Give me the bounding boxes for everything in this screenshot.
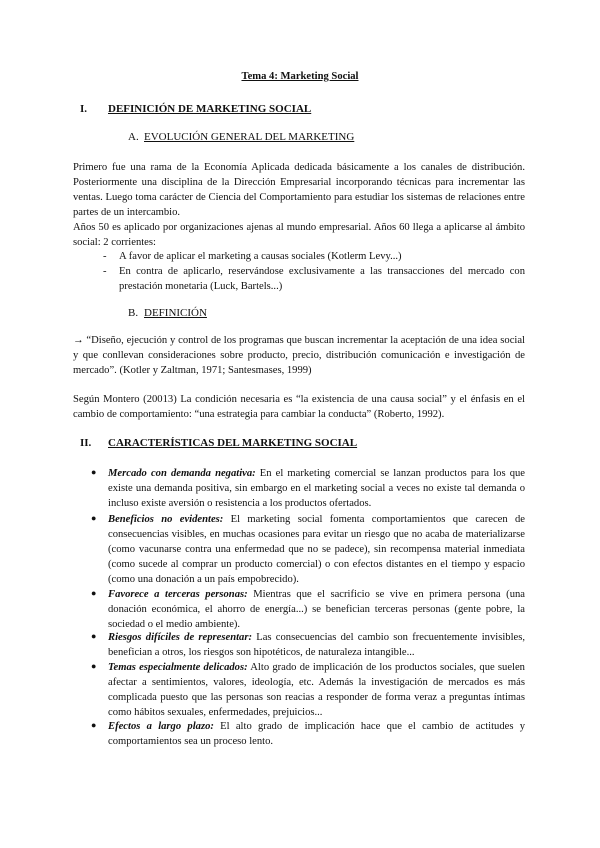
bullet-term: Beneficios no evidentes: [108, 514, 224, 525]
subsection-b-title: DEFINICIÓN [144, 307, 207, 319]
bullet-term: Favorece a terceras personas: [108, 589, 248, 600]
bullet-item [91, 512, 526, 587]
list-item: - A favor de aplicar el marketing a causas sociales (Kotlerm Levy...) [103, 251, 402, 262]
subsection-a-title: EVOLUCIÓN GENERAL DEL MARKETING [144, 131, 355, 143]
evolution-paragraph: Primero fue una rama de la Economía Aplicada dedicada básicamente a los canales de distribución. Posteriormente una disciplina de la Dirección Empresarial incorporando técnicas para incrementar las ventas. Luego toma carácter de Ciencia del Comportamiento para estudiar los sistemas de relaciones entre partes de un intercambio. [73, 162, 525, 218]
bullet-text: Mientras que el sacrificio se vive en primera persona (una donación económica, el ahorro de energía...) se benefician terceras personas (gente pobre, la sociedad o el medio ambiente). [108, 589, 525, 630]
bullet-item [91, 587, 525, 632]
bullet-text: El marketing social fomenta comportamientos que carecen de consecuencias visibles, en muchas ocasiones para evitar un riesgo que no acaba de materializarse (como vacunarse contra una enfermedad que no se padece), sin recompensa material inmediata (como sucede al comprar un producto comercial) o con efectos distantes en el tiempo y espacio (como una donación a un país empobrecido). [108, 514, 526, 585]
bullet-text: El alto grado de implicación hace que el cambio de actitudes y comportamientos sea un proceso lento. [108, 721, 526, 747]
bullet-item [91, 466, 525, 511]
decades-paragraph: Años 50 es aplicado por organizaciones ajenas al mundo empresarial. Años 60 llega a aplicarse al ámbito social: 2 corrientes: [73, 222, 525, 248]
bullet-icon: ● [91, 631, 97, 641]
bullet-icon: ● [91, 661, 97, 671]
montero-paragraph: Según Montero (20013) La condición necesaria es “la existencia de una causa social” y el énfasis en el cambio de comportamiento: “una estrategia para cambiar la conducta” (Roberto, 1992). [73, 394, 525, 420]
list-item-text: En contra de aplicarlo, reservándose exclusivamente a las transacciones del mercado con prestación monetaria (Luck, Bartels...) [119, 266, 525, 292]
bullet-item [91, 719, 526, 749]
bullet-icon: ● [91, 467, 97, 477]
bullet-icon: ● [91, 588, 97, 598]
bullet-text: Alto grado de implicación de los productos sociales, que suelen afectar a sentimientos, valores, ideología, etc. Además la investigación de mercados es más complicada puesto que las personas son reacias a responder de forma veraz a preguntas íntimas como hábitos sexuales, enfermedades, prejuicios... [108, 662, 525, 718]
section-2-title: CARACTERÍSTICAS DEL MARKETING SOCIAL [108, 437, 358, 449]
bullet-term: Riesgos difíciles de representar: [108, 632, 252, 643]
section-2-number: II. [80, 437, 92, 449]
section-1-number: I. [80, 103, 88, 115]
list-item: - En contra de aplicarlo, reservándose exclusivamente a las transacciones del mercado con prestación monetaria (Luck, Bartels...) [103, 266, 525, 292]
bullet-icon: ● [91, 513, 97, 523]
bullet-term: Mercado con demanda negativa: [108, 468, 256, 479]
definition-quote: → “Diseño, ejecución y control de los programas que buscan incrementar la aceptación de una idea social y que conllevan consideraciones sobre producto, precio, distribución comunicación e investigación de mercado”. (Kotler y Zaltman, 1971; Santesmases, 1999) [73, 335, 525, 376]
bullet-text: Las consecuencias del cambio son frecuentemente invisibles, benefician a otros, los riesgos son hipotéticos, de naturaleza intangible... [108, 632, 525, 658]
subsection-b-letter: B. [128, 307, 139, 319]
bullet-text: En el marketing comercial se lanzan productos para los que existe una demanda positiva, sin embargo en el marketing social a veces no existe tal demanda o incluso existe aversión o resistencia a los productos ofertados. [108, 468, 525, 509]
bullet-item [91, 630, 525, 660]
bullet-icon: ● [91, 720, 97, 730]
section-1-title: DEFINICIÓN DE MARKETING SOCIAL [108, 103, 312, 115]
bullet-term: Temas especialmente delicados: [108, 662, 248, 673]
page-title: Tema 4: Marketing Social [241, 71, 359, 82]
bullet-term: Efectos a largo plazo: [108, 721, 214, 732]
list-item-text: A favor de aplicar el marketing a causas sociales (Kotlerm Levy...) [119, 251, 402, 262]
subsection-a-letter: A. [128, 131, 139, 143]
bullet-item [91, 660, 525, 720]
